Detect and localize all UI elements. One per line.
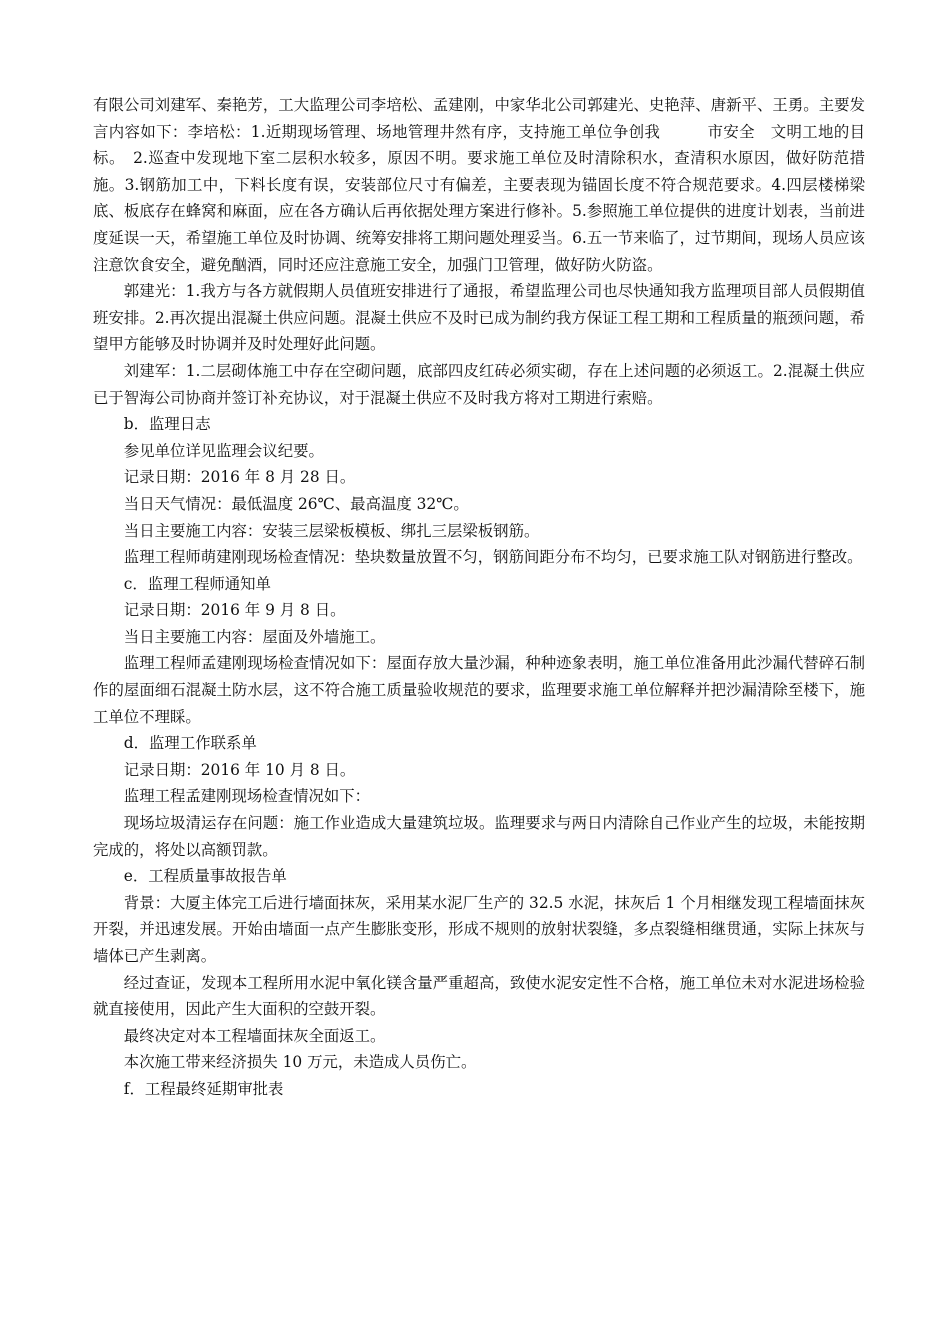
document-body	[93, 92, 865, 1103]
paragraph-guo-jianguang: 郭建光：1.我方与各方就假期人员值班安排进行了通报，希望监理公司也尽快通知我方监理项目部人员假期值班安排。2.再次提出混凝土供应问题。混凝土供应不及时已成为制约我方保证工程工期和工程质量的瓶颈问题，希望甲方能够及时协调并及时处理好此问题。	[93, 282, 865, 354]
section-heading-d: d．监理工作联系单	[123, 734, 257, 753]
paragraph-weather: 当日天气情况：最低温度 26℃、最高温度 32℃。	[123, 494, 469, 513]
paragraph-inspection-c: 监理工程师孟建刚现场检查情况如下：屋面存放大量沙漏，种种迹象表明，施工单位准备用此沙漏代替碎石制作的屋面细石混凝土防水层，这不符合施工质量验收规范的要求，监理要求施工单位解释并把沙漏清除至楼下，施工单位不理睬。	[93, 654, 865, 726]
paragraph-construction-content-c: 当日主要施工内容：屋面及外墙施工。	[123, 627, 386, 646]
paragraph-decision: 最终决定对本工程墙面抹灰全面返工。	[123, 1026, 386, 1045]
paragraph-record-date-b: 记录日期：2016 年 8 月 28 日。	[123, 468, 356, 487]
paragraph-record-date-c: 记录日期：2016 年 9 月 8 日。	[123, 601, 346, 620]
section-heading-f: f．工程最终延期审批表	[123, 1079, 284, 1098]
paragraph-construction-content-b: 当日主要施工内容：安装三层梁板模板、绑扎三层梁板钢筋。	[123, 521, 540, 540]
paragraph-participants: 参见单位详见监理会议纪要。	[123, 441, 324, 460]
paragraph-meeting-attendees: 有限公司刘建军、秦艳芳，工大监理公司李培松、孟建刚，中家华北公司郭建光、史艳萍、唐新平、王勇。主要发言内容如下：李培松：1.近期现场管理、场地管理井然有序，支持施工单位争创我 市安全 文明工地的目标。 2.巡查中发现地下室二层积水较多，原因不明。要求施工单位及时清除积水，查清积水原因，做好防范措施。3.钢筋加工中，下料长度有误，安装部位尺寸有偏差，主要表现为锚固长度不符合规范要求。4.四层楼梯梁底、板底存在蜂窝和麻面，应在各方确认后再依据处理方案进行修补。5.参照施工单位提供的进度计划表，当前进度延误一天，希望施工单位及时协调、统筹安排将工期问题处理妥当。6.五一节来临了，过节期间，现场人员应该注意饮食安全，避免酗酒，同时还应注意施工安全，加强门卫管理，做好防火防盗。	[93, 96, 865, 274]
paragraph-inspection-d: 现场垃圾清运存在问题：施工作业造成大量建筑垃圾。监理要求与两日内清除自己作业产生的垃圾，未能按期完成的，将处以高额罚款。	[93, 814, 865, 859]
paragraph-inspection-b: 监理工程师萌建刚现场检查情况：垫块数量放置不匀，钢筋间距分布不均匀，已要求施工队对钢筋进行整改。	[123, 548, 863, 567]
section-heading-c: c．监理工程师通知单	[123, 574, 271, 593]
paragraph-background: 背景：大厦主体完工后进行墙面抹灰，采用某水泥厂生产的 32.5 水泥，抹灰后 1 个月相继发现工程墙面抹灰开裂，并迅速发展。开始由墙面一点产生膨胀变形，形成不规则的放射状裂缝，多点裂缝相继贯通，实际上抹灰与墙体已产生剥离。	[93, 893, 865, 965]
paragraph-loss: 本次施工带来经济损失 10 万元，未造成人员伤亡。	[123, 1053, 477, 1072]
section-heading-e: e．工程质量事故报告单	[123, 867, 287, 886]
section-heading-b: b．监理日志	[123, 415, 211, 434]
paragraph-record-date-d: 记录日期：2016 年 10 月 8 日。	[123, 760, 356, 779]
paragraph-investigation: 经过查证，发现本工程所用水泥中氧化镁含量严重超高，致使水泥安定性不合格，施工单位未对水泥进场检验就直接使用，因此产生大面积的空鼓开裂。	[93, 973, 865, 1019]
paragraph-liu-jianjun: 刘建军：1.二层砌体施工中存在空砌问题，底部四皮红砖必须实砌，存在上述问题的必须返工。2.混凝土供应已于智海公司协商并签订补充协议，对于混凝土供应不及时我方将对工期进行索赔。	[93, 361, 865, 407]
paragraph-inspection-d-intro: 监理工程孟建刚现场检查情况如下：	[123, 787, 371, 806]
